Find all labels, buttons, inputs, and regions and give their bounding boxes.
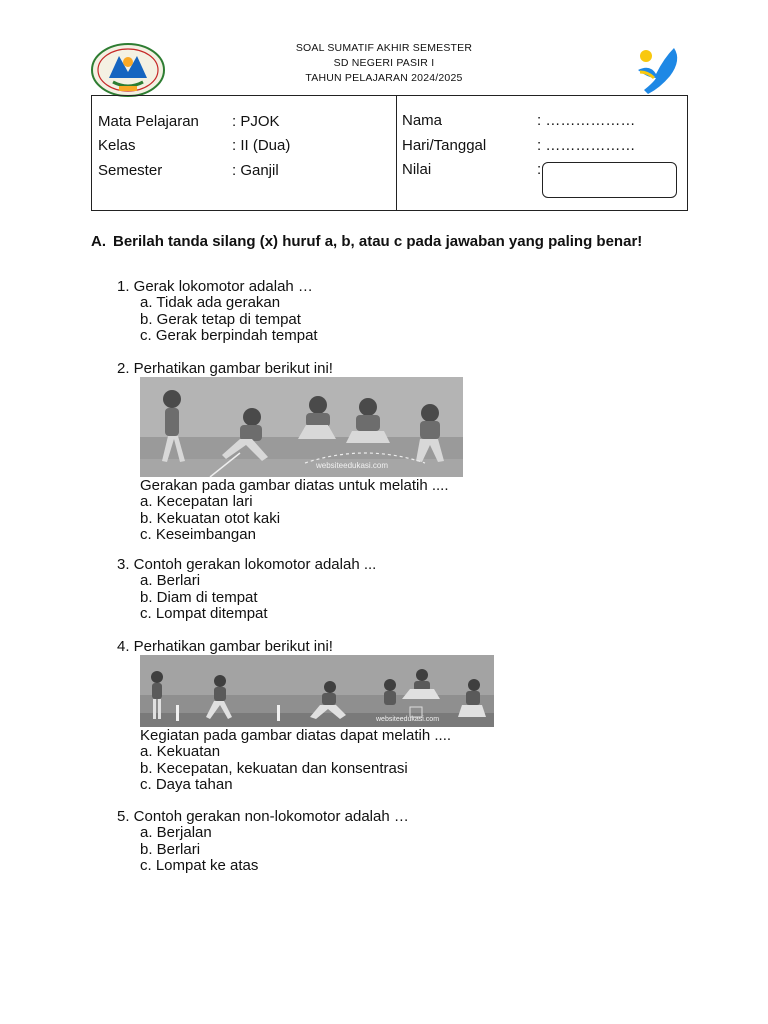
- running-jumping-girl-image: [140, 655, 494, 727]
- question-2: 2. Perhatikan gambar berikut ini!: [117, 360, 333, 377]
- q4-option-b[interactable]: b. Kecepatan, kekuatan dan konsentrasi: [140, 760, 408, 777]
- jumping-kids-image: [140, 377, 463, 477]
- header-year: TAHUN PELAJARAN 2024/2025: [305, 72, 463, 84]
- q2-caption: Gerakan pada gambar diatas untuk melatih ....: [140, 477, 449, 494]
- score-label: Nilai: [402, 161, 432, 178]
- identity-divider: [396, 96, 397, 210]
- q4-option-a[interactable]: a. Kekuatan: [140, 743, 221, 760]
- q2-option-a[interactable]: a. Kecepatan lari: [140, 493, 253, 510]
- header-title: SOAL SUMATIF AKHIR SEMESTER: [295, 42, 473, 54]
- question-1: 1. Gerak lokomotor adalah …: [117, 278, 313, 295]
- identity-box: [91, 95, 688, 211]
- q5-option-c[interactable]: c. Lompat ke atas: [140, 857, 259, 874]
- q3-option-a[interactable]: a. Berlari: [140, 572, 201, 589]
- date-label: Hari/Tanggal: [402, 137, 487, 154]
- name-label: Nama: [402, 112, 443, 129]
- subject-label: Mata Pelajaran: [98, 113, 199, 130]
- q2-option-b[interactable]: b. Kekuatan otot kaki: [140, 510, 281, 527]
- image-watermark: websiteedukasi.com: [316, 461, 389, 470]
- section-letter: A.: [91, 233, 106, 250]
- class-label: Kelas: [98, 137, 136, 154]
- name-field[interactable]: : ………………: [537, 112, 636, 129]
- score-box[interactable]: [542, 162, 677, 198]
- question-4: 4. Perhatikan gambar berikut ini!: [117, 638, 333, 655]
- image-watermark: websiteedukasi.com: [376, 716, 440, 723]
- class-value: : II (Dua): [232, 137, 291, 154]
- q2-option-c[interactable]: c. Keseimbangan: [140, 526, 256, 543]
- semester-label: Semester: [98, 162, 163, 179]
- q1-option-b[interactable]: b. Gerak tetap di tempat: [140, 311, 301, 328]
- q5-option-b[interactable]: b. Berlari: [140, 841, 201, 858]
- q4-caption: Kegiatan pada gambar diatas dapat melatih ....: [140, 727, 452, 744]
- question-3: 3. Contoh gerakan lokomotor adalah ...: [117, 556, 377, 573]
- q1-option-a[interactable]: a. Tidak ada gerakan: [140, 294, 281, 311]
- date-field[interactable]: : ………………: [537, 137, 636, 154]
- semester-value: : Ganjil: [232, 162, 279, 179]
- header-school: SD NEGERI PASIR I: [333, 57, 435, 69]
- question-5: 5. Contoh gerakan non-lokomotor adalah …: [117, 808, 409, 825]
- subject-value: : PJOK: [232, 113, 280, 130]
- q3-option-b[interactable]: b. Diam di tempat: [140, 589, 258, 606]
- q4-option-c[interactable]: c. Daya tahan: [140, 776, 233, 793]
- score-colon: :: [537, 161, 542, 178]
- q1-option-c[interactable]: c. Gerak berpindah tempat: [140, 327, 318, 344]
- q3-option-c[interactable]: c. Lompat ditempat: [140, 605, 268, 622]
- q5-option-a[interactable]: a. Berjalan: [140, 824, 212, 841]
- section-text: Berilah tanda silang (x) huruf a, b, atau c pada jawaban yang paling benar!: [113, 233, 643, 250]
